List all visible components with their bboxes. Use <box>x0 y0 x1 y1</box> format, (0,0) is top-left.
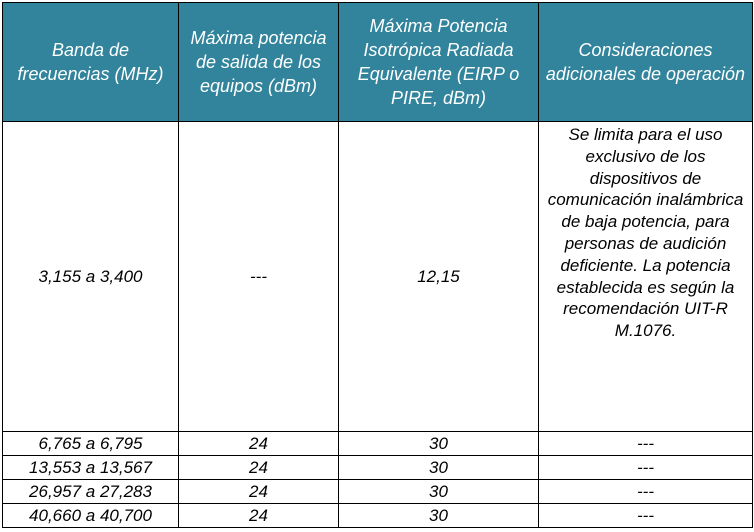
max-eirp-cell: 12,15 <box>339 122 539 432</box>
band-cell: 3,155 a 3,400 <box>3 122 179 432</box>
max-eirp-cell: 30 <box>339 504 539 528</box>
table-row <box>3 456 753 480</box>
header-frequency-band: Banda de frecuencias (MHz) <box>3 3 179 122</box>
band-cell: 26,957 a 27,283 <box>3 480 179 504</box>
notes-cell: --- <box>539 456 753 480</box>
max-output-cell: 24 <box>179 504 339 528</box>
header-additional-considerations: Consideraciones adicionales de operación <box>539 3 753 122</box>
table-row <box>3 122 753 432</box>
max-output-cell: 24 <box>179 432 339 456</box>
frequency-band-table <box>2 2 753 528</box>
band-cell: 13,553 a 13,567 <box>3 456 179 480</box>
table-row <box>3 432 753 456</box>
max-eirp-cell: 30 <box>339 480 539 504</box>
band-cell: 40,660 a 40,700 <box>3 504 179 528</box>
notes-cell: --- <box>539 480 753 504</box>
table-row <box>3 504 753 528</box>
header-max-eirp: Máxima Potencia Isotrópica Radiada Equivalente (EIRP o PIRE, dBm) <box>339 3 539 122</box>
header-max-output-power: Máxima potencia de salida de los equipos (dBm) <box>179 3 339 122</box>
notes-cell: Se limita para el uso exclusivo de los dispositivos de comunicación inalámbrica de baja potencia, para personas de audición deficiente. La potencia establecida es según la recomendación UIT-R M.1076. <box>539 122 753 432</box>
max-output-cell: 24 <box>179 480 339 504</box>
notes-cell: --- <box>539 432 753 456</box>
max-eirp-cell: 30 <box>339 456 539 480</box>
max-output-cell: --- <box>179 122 339 432</box>
table-row <box>3 480 753 504</box>
table-header-row <box>3 3 753 122</box>
max-eirp-cell: 30 <box>339 432 539 456</box>
band-cell: 6,765 a 6,795 <box>3 432 179 456</box>
max-output-cell: 24 <box>179 456 339 480</box>
notes-cell: --- <box>539 504 753 528</box>
